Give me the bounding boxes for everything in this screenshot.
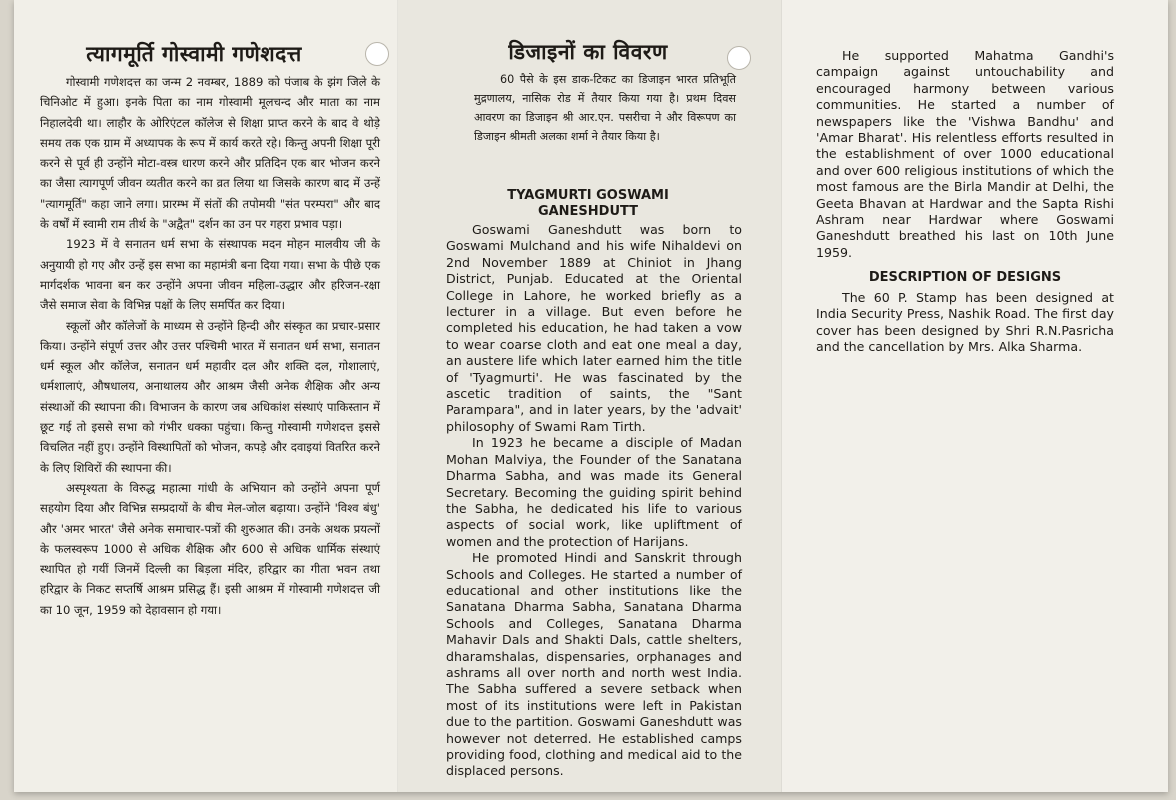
middle-panel (398, 0, 782, 792)
right-panel (782, 0, 1168, 792)
punch-hole (727, 46, 751, 70)
hindi-design-title: डिजाइनों का विवरण (508, 40, 668, 64)
punch-hole (365, 42, 389, 66)
english-title: TYAGMURTI GOSWAMI GANESHDUTT (507, 188, 669, 219)
english-paragraph: He supported Mahatma Gandhi's campaign against untouchability and encouraged harmony between various communities. He started a number of newspapers like the 'Vishwa Bandhu' and 'Amar Bharat'. His relentless efforts resulted in the establishment of over 1000 educational and over 600 religious institutions of which the most famous are the Birla Mandir at Delhi, the Geeta Bhavan at Hardwar and the Sapta Rishi Ashram near Hardwar where Goswami Ganeshdutt breathed his last on 10th June 1959. (816, 48, 1114, 260)
english-design-title: DESCRIPTION OF DESIGNS (868, 270, 1062, 285)
hindi-design-body (474, 70, 736, 146)
hindi-paragraph: 1923 में वे सनातन धर्म सभा के संस्थापक मदन मोहन मालवीय जी के अनुयायी हो गए और उन्हें इस सभा का महामंत्री बना दिया गया। सभा के पीछे एक मार्गदर्शक भावना बन कर उन्होंने अपना जीवन महिला-उद्धार और हरिजन-रक्षा जैसे समाज सेवा के विभिन्न पक्षों के लिए समर्पित कर दिया। (40, 237, 380, 313)
hindi-paragraph: स्कूलों और कॉलेजों के माध्यम से उन्होंने हिन्दी और संस्कृत का प्रचार-प्रसार किया। उन्होंने संपूर्ण उत्तर और उत्तर पश्चिमी भारत में सनातन धर्म सभा, सनातन धर्म स्कूल और कॉलेज, सनातन धर्म महावीर दल और शक्ति दल, गोशालाएं, धर्मशालाएं, औषधालय, अनाथालय और आश्रम जैसी अनेक शैक्षिक और अन्य संस्थाओं की स्थापना की। विभाजन के कारण जब अधिकांश संस्थाएं पाकिस्तान में छूट गई तो इससे सभा को गंभीर धक्का पहुंचा। किन्तु गोस्वामी गणेशदत्त इससे विचलित नहीं हुए। उन्होंने विस्थापितों को भोजन, कपड़े और दवाइयां वितरित करने के लिए शिविरों की स्थापना की। (40, 318, 380, 475)
english-paragraph: Goswami Ganeshdutt was born to Goswami Mulchand and his wife Nihaldevi on 2nd November 1889 at Chiniot in Jhang District, Punjab. Educated at the Oriental College in Lahore, he worked briefly as a lecturer in a village. But even before he completed his education, he had taken a vow to wear coarse cloth and eat one meal a day, an austere life which later earned him the title of 'Tyagmurti'. He was fascinated by the ascetic tradition of saints, the "Sant Parampara", and in later years, by the 'advait' philosophy of Swami Ram Tirth. (446, 222, 742, 434)
english-paragraph: In 1923 he became a disciple of Madan Mohan Malviya, the Founder of the Sanatana Dharma Sabha, and was made its General Secretary. Becoming the guiding spirit behind the Sabha, he dedicated his life to various aspects of social work, like upliftment of women and the protection of Harijans. (446, 435, 742, 549)
english-design-body (816, 290, 1114, 356)
hindi-body (40, 72, 380, 620)
hindi-title: त्यागमूर्ति गोस्वामी गणेशदत्त (86, 42, 302, 66)
hindi-design-text: 60 पैसे के इस डाक-टिकट का डिजाइन भारत प्रतिभूति मुद्रणालय, नासिक रोड में तैयार किया गया है। प्रथम दिवस आवरण का डिजाइन श्री आर.एन. पसरीचा ने और विरूपण का डिजाइन श्रीमती अलका शर्मा ने तैयार किया है। (474, 73, 736, 143)
english-paragraph: He promoted Hindi and Sanskrit through Schools and Colleges. He started a number of educational and other institutions like the Sanatana Dharma Sabha, Sanatana Dharma Schools and Colleges, Sanatana Dharma Mahavir Dals and Shakti Dals, cattle shelters, dharamshalas, dispensaries, orphanages and ashrams all over north and north west India. The Sabha suffered a severe setback when most of its institutions were left in Pakistan due to the partition. Goswami Ganeshdutt was however not deterred. He established camps providing food, clothing and medical aid to the displaced persons. (446, 550, 742, 779)
hindi-panel (14, 0, 398, 792)
english-body (446, 222, 742, 780)
english-body-continued (816, 48, 1114, 261)
english-design-text: The 60 P. Stamp has been designed at India Security Press, Nashik Road. The first day cover has been designed by Shri R.N.Pasricha and the cancellation by Mrs. Alka Sharma. (816, 290, 1114, 355)
hindi-paragraph: गोस्वामी गणेशदत्त का जन्म 2 नवम्बर, 1889 को पंजाब के झंग जिले के चिनिओट में हुआ। इनके पिता का नाम गोस्वामी मूलचन्द और माता का नाम निहालदेवी था। लाहौर के ओरिएंटल कॉलेज से शिक्षा प्राप्त करने के बाद वे थोड़े समय तक एक ग्राम में अध्यापक के रूप में कार्य करते रहे। किन्तु अपनी शिक्षा पूरी करने से पूर्व ही उन्होंने मोटा-वस्त्र धारण करने और प्रतिदिन एक बार भोजन करने का जैसा त्यागपूर्ण जीवन व्यतीत करने का व्रत लिया था जिसके कारण बाद में उन्हें "त्यागमूर्ति" कहा जाने लगा। प्रारम्भ में संतों की तपोमयी "संत परम्परा" और बाद के वर्षों में स्वामी राम तीर्थ के "अद्वैत" दर्शन का उन पर गहरा प्रभाव पड़ा। (40, 75, 380, 232)
hindi-paragraph: अस्पृश्यता के विरुद्ध महात्मा गांधी के अभियान को उन्होंने अपना पूर्ण सहयोग दिया और विभिन्न सम्प्रदायों के बीच मेल-जोल बढ़ाया। उन्होंने 'विश्व बंधु' और 'अमर भारत' जैसे अनेक समाचार-पत्रों की शुरुआत की। उनके अथक प्रयत्नों के फलस्वरूप 1000 से अधिक शैक्षिक और 600 से अधिक धार्मिक संस्थाएं स्थापित हो गयीं जिनमें दिल्ली का बिड़ला मंदिर, हरिद्वार का गीता भवन तथा हरिद्वार के निकट सप्तर्षि आश्रम प्रसिद्ध हैं। इसी आश्रम में गोस्वामी गणेशदत्त जी का 10 जून, 1959 को देहावसान हो गया। (40, 480, 380, 617)
